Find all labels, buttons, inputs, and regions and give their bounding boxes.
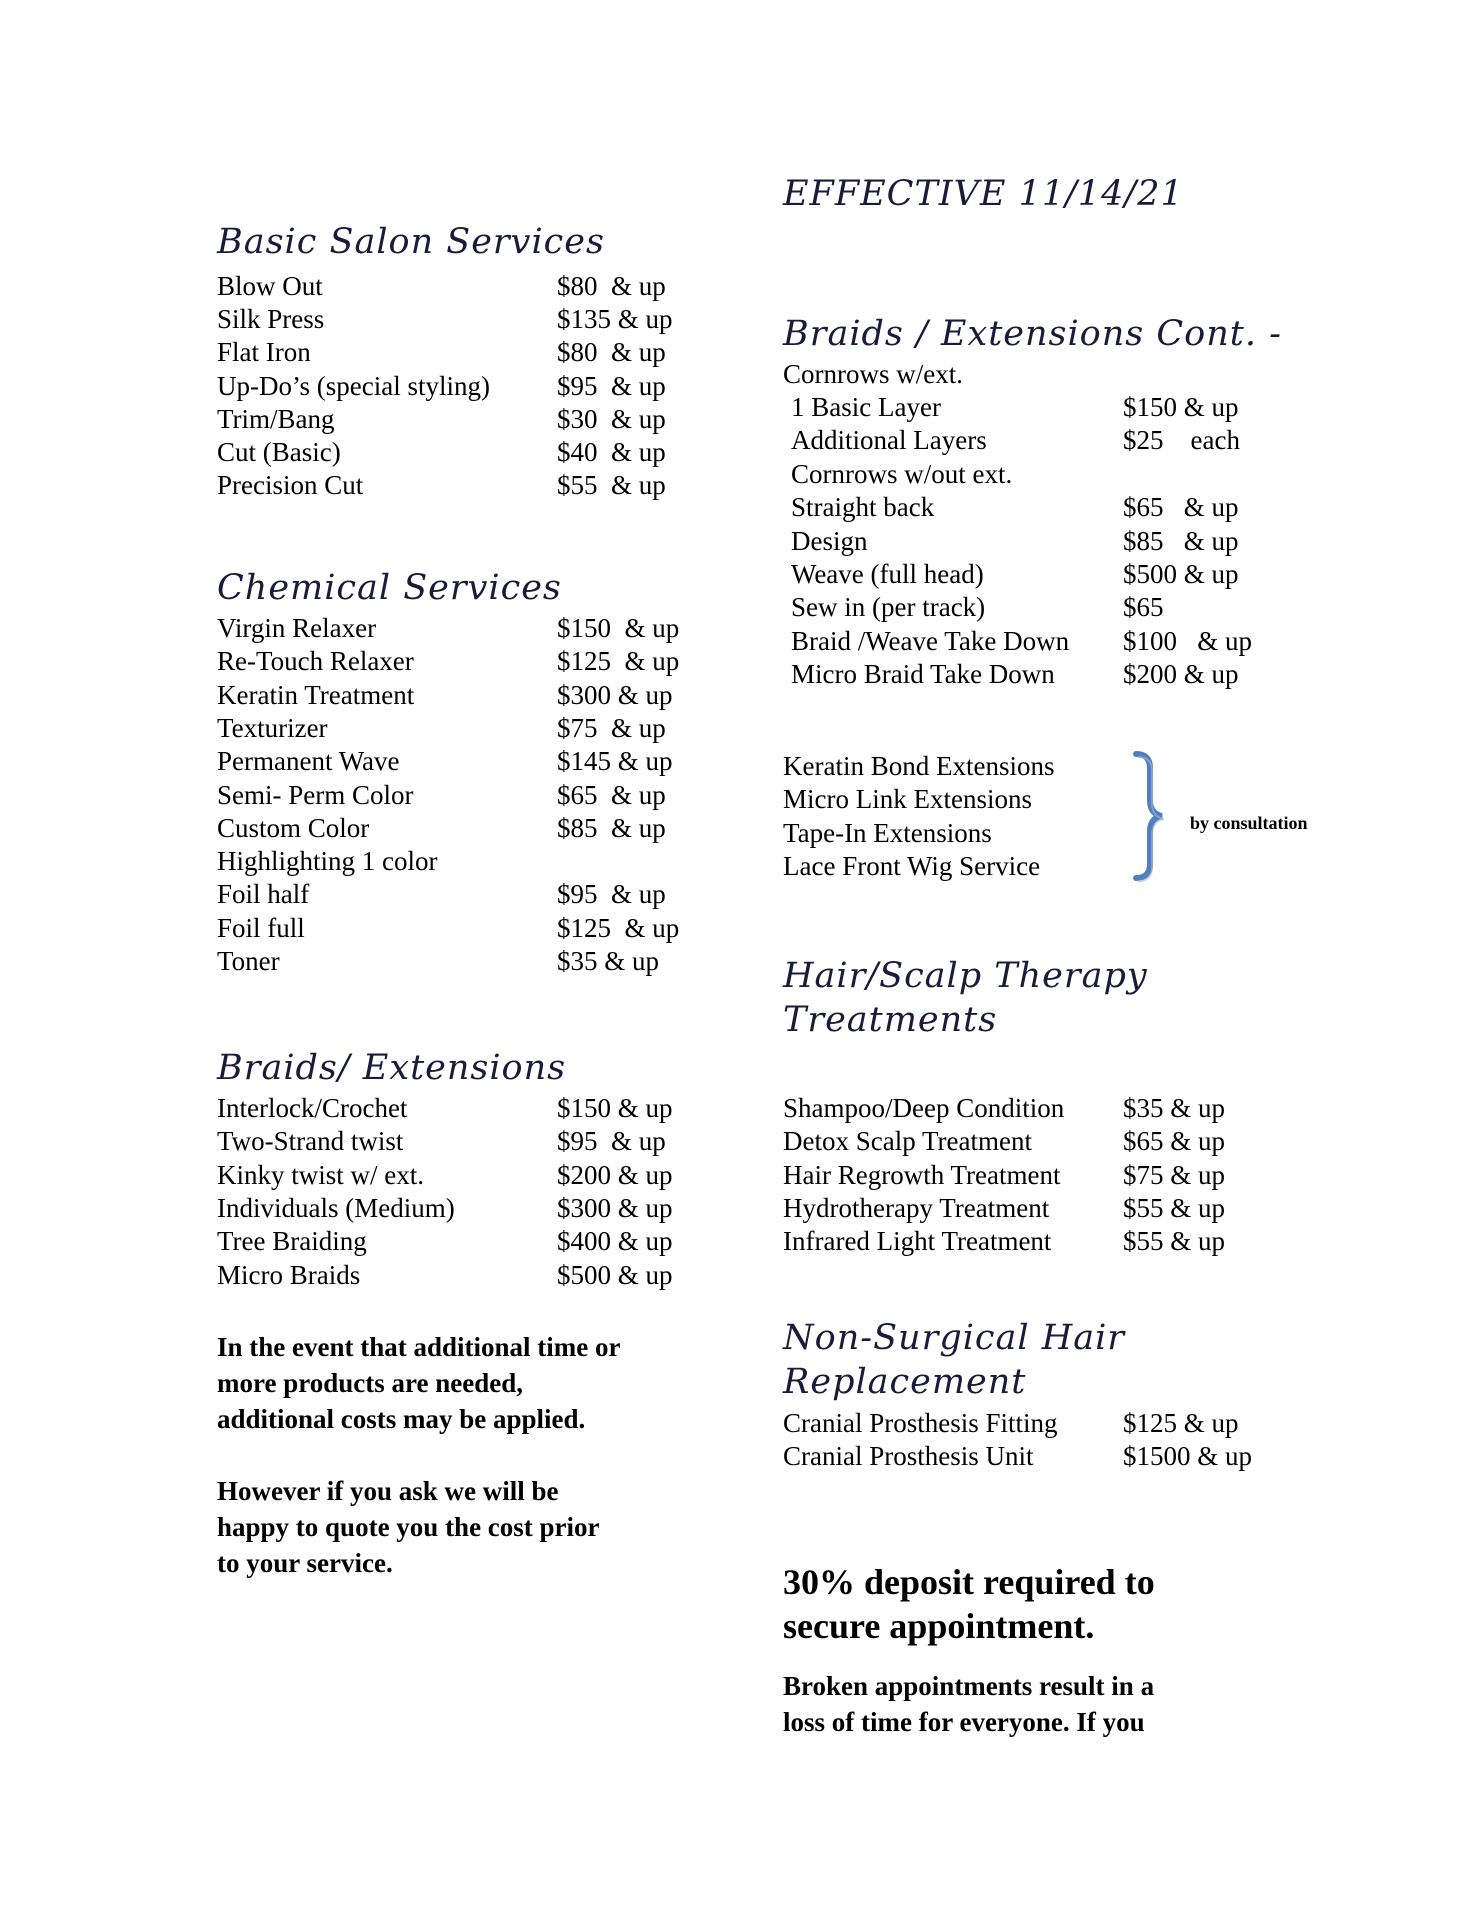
service-name: Individuals (Medium)	[217, 1192, 455, 1223]
service-price: $500 & up	[1123, 559, 1239, 589]
service-name: Blow Out	[217, 271, 323, 301]
braids-extensions-heading: Braids/ Extensions	[217, 1048, 567, 1088]
service-price: $95 & up	[557, 1126, 666, 1157]
chemical-services-heading: Chemical Services	[217, 568, 562, 608]
service-name: Trim/Bang	[217, 403, 335, 434]
service-name: Toner	[217, 946, 280, 976]
service-price: $125 & up	[1123, 1408, 1239, 1438]
service-price: $85 & up	[1123, 525, 1239, 556]
service-name: Silk Press	[217, 304, 325, 335]
service-price: $135 & up	[557, 304, 673, 335]
service-price: $75 & up	[1123, 1159, 1226, 1190]
broken-appointments-line-2: loss of time for everyone. If you	[783, 1707, 1145, 1737]
service-name: Cranial Prosthesis Unit	[783, 1441, 1034, 1472]
service-price: $300 & up	[557, 1192, 673, 1223]
service-price: $65 & up	[1123, 1126, 1226, 1157]
service-name: Semi- Perm Color	[217, 779, 414, 810]
service-price: $500 & up	[557, 1259, 673, 1290]
curly-brace-icon	[1128, 748, 1178, 884]
service-name: Virgin Relaxer	[217, 613, 377, 643]
service-price: $25 each	[1123, 425, 1240, 456]
by-consultation-label: by consultation	[1190, 813, 1308, 833]
replacement-heading-line-2: Replacement	[783, 1362, 1027, 1402]
service-price: $150 & up	[557, 613, 680, 643]
service-name: Cut (Basic)	[217, 437, 341, 467]
basic-services-heading: Basic Salon Services	[217, 222, 605, 262]
replacement-heading-line-1: Non-Surgical Hair	[783, 1318, 1126, 1358]
service-name: Micro Braid Take Down	[791, 659, 1055, 690]
braids-cont-heading: Braids / Extensions Cont. -	[783, 314, 1282, 354]
service-name: Hydrotherapy Treatment	[783, 1192, 1050, 1223]
service-name: Foil half	[217, 879, 310, 910]
service-name: Re-Touch Relaxer	[217, 646, 414, 677]
service-price: $65	[1123, 592, 1164, 623]
service-name: Kinky twist w/ ext.	[217, 1159, 424, 1190]
service-name: Straight back	[791, 492, 935, 523]
service-price: $300 & up	[557, 679, 673, 710]
deposit-line-2: secure appointment.	[783, 1606, 1095, 1646]
note-line-2: more products are needed,	[217, 1368, 523, 1398]
service-name: Braid /Weave Take Down	[791, 625, 1070, 656]
note-line-3: additional costs may be applied.	[217, 1404, 586, 1434]
note-line-6: to your service.	[217, 1548, 393, 1578]
service-price: $150 & up	[1123, 392, 1239, 422]
service-name: Flat Iron	[217, 337, 311, 368]
service-name: Infrared Light Treatment	[783, 1226, 1052, 1257]
service-name: 1 Basic Layer	[791, 392, 941, 422]
service-price: $200 & up	[557, 1159, 673, 1190]
service-name: Precision Cut	[217, 470, 364, 501]
service-name: Shampoo/Deep Condition	[783, 1093, 1065, 1123]
note-line-5: happy to quote you the cost prior	[217, 1512, 600, 1542]
service-name: Highlighting 1 color	[217, 846, 438, 877]
therapy-heading-line-1: Hair/Scalp Therapy	[783, 956, 1148, 996]
service-price: $65 & up	[557, 779, 666, 810]
service-name: Two-Strand twist	[217, 1126, 404, 1157]
service-price: $125 & up	[557, 646, 680, 677]
service-price: $95 & up	[557, 370, 666, 401]
service-name: Up-Do’s (special styling)	[217, 370, 490, 401]
service-price: $75 & up	[557, 712, 666, 743]
note-line-1: In the event that additional time or	[217, 1332, 621, 1362]
service-price: $80 & up	[557, 337, 666, 368]
service-name: Sew in (per track)	[791, 592, 986, 623]
service-price: $40 & up	[557, 437, 666, 467]
service-name: Cranial Prosthesis Fitting	[783, 1408, 1058, 1438]
deposit-line-1: 30% deposit required to	[783, 1562, 1155, 1602]
service-price: $55 & up	[1123, 1192, 1226, 1223]
service-name: Foil full	[217, 912, 305, 943]
service-name: Additional Layers	[791, 425, 987, 456]
service-price: $400 & up	[557, 1226, 673, 1257]
service-price: $55 & up	[557, 470, 666, 501]
service-price: $1500 & up	[1123, 1441, 1253, 1472]
service-price: $55 & up	[1123, 1226, 1226, 1257]
service-price: $125 & up	[557, 912, 680, 943]
service-name: Design	[791, 525, 868, 556]
service-price: $200 & up	[1123, 659, 1239, 690]
service-name: Cornrows w/out ext.	[791, 458, 1013, 489]
service-price: $150 & up	[557, 1093, 673, 1123]
service-name: Tree Braiding	[217, 1226, 367, 1257]
service-price: $100 & up	[1123, 625, 1253, 656]
service-name: Texturizer	[217, 712, 328, 743]
service-price: $30 & up	[557, 403, 666, 434]
note-line-4: However if you ask we will be	[217, 1476, 559, 1506]
therapy-heading-line-2: Treatments	[783, 1000, 998, 1040]
service-name: Detox Scalp Treatment	[783, 1126, 1032, 1157]
effective-date: EFFECTIVE 11/14/21	[783, 174, 1184, 214]
service-name: Hair Regrowth Treatment	[783, 1159, 1061, 1190]
service-price: $35 & up	[1123, 1093, 1226, 1123]
service-name: Interlock/Crochet	[217, 1093, 408, 1123]
service-price: $35 & up	[557, 946, 660, 976]
service-name: Keratin Treatment	[217, 679, 415, 710]
service-name: Custom Color	[217, 812, 370, 843]
service-price: $145 & up	[557, 746, 673, 777]
service-name: Permanent Wave	[217, 746, 400, 777]
service-price: $95 & up	[557, 879, 666, 910]
service-price: $85 & up	[557, 812, 666, 843]
broken-appointments-line-1: Broken appointments result in a	[783, 1671, 1155, 1701]
service-name: Micro Braids	[217, 1259, 361, 1290]
service-name: Weave (full head)	[791, 559, 984, 589]
service-price: $65 & up	[1123, 492, 1239, 523]
service-price: $80 & up	[557, 271, 666, 301]
